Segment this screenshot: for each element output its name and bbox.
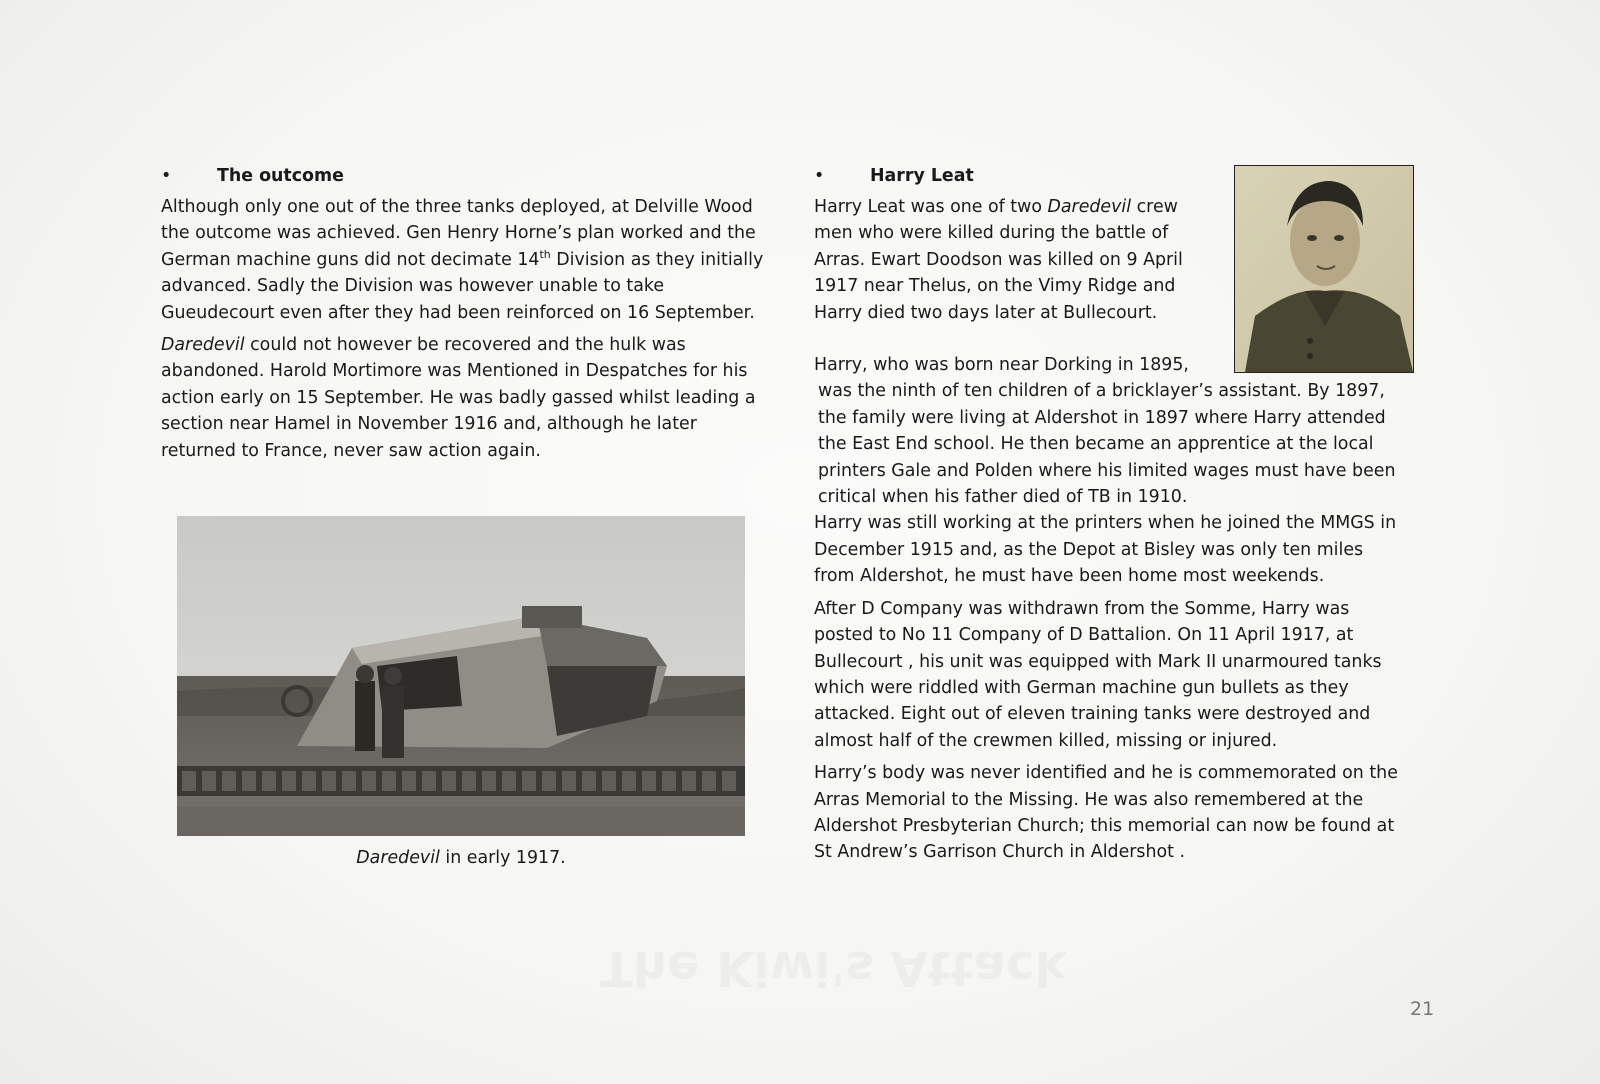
superscript: th xyxy=(539,248,551,262)
harry-paragraph-3: was the ninth of ten children of a bricklayer’s assistant. By 1897, the family were living at Aldershot in 1897 where Harry attended the East End school. He then became an apprentice at the local printers Gale and Polden where his limited wages must have been critical when his father died of TB in 1910. xyxy=(818,381,1396,508)
paragraph-text: could not however be recovered and the hulk was abandoned. Harold Mortimore was Mentioned in Despatches for his action early on 15 September. He was badly gassed whilst leading a section near Hamel in November 1916 and, although he later returned to France, never saw action again. xyxy=(161,335,756,461)
caption-text: in early 1917. xyxy=(439,848,566,868)
outcome-paragraph-2 xyxy=(161,332,776,464)
left-column xyxy=(161,163,776,464)
bullet-icon: • xyxy=(814,166,825,186)
paragraph-text: crew men who were killed during the battle of Arras. Ewart Doodson was killed on 9 April 1917 near Thelus, on the Vimy Ridge and Harry died two days later at Bullecourt. xyxy=(814,197,1183,323)
heading-text: The outcome xyxy=(217,166,344,186)
heading-text: Harry Leat xyxy=(870,166,974,186)
harry-paragraph-4: Harry was still working at the printers when he joined the MMGS in December 1915 and, as the Depot at Bisley was only ten miles from Aldershot, he must have been home most weekends. xyxy=(814,513,1397,587)
section-heading-harry-leat xyxy=(814,163,1404,190)
harry-paragraph-5: After D Company was withdrawn from the Somme, Harry was posted to No 11 Company of D Battalion. On 11 April 1917, at Bullecourt , his unit was equipped with Mark II unarmoured tanks which were riddled with German machine gun bullets as they attacked. Eight out of eleven training tanks were destroyed and almost half of the crewmen killed, missing or injured. xyxy=(814,598,1382,751)
outcome-paragraph-1 xyxy=(161,194,776,326)
page-number: 21 xyxy=(1410,998,1435,1020)
right-column xyxy=(814,163,1404,866)
harry-paragraph-1 xyxy=(814,194,1216,326)
paragraph-text: Although only one out of the three tanks deployed, at Delville Wood the outcome was achieved. Gen Henry Horne’s plan worked and the German machine guns did not decimate 14 xyxy=(161,197,756,270)
caption-tank-name: Daredevil xyxy=(356,848,440,868)
tank-name: Daredevil xyxy=(161,335,245,356)
harry-paragraph-2: Harry, who was born near Dorking in 1895, xyxy=(814,355,1189,376)
tank-name: Daredevil xyxy=(1047,197,1132,217)
bleed-through-text xyxy=(600,940,1066,996)
tank-photo-caption xyxy=(177,848,745,868)
harry-paragraph-6: Harry’s body was never identified and he is commemorated on the Arras Memorial to the Missing. He was also remembered at the Aldershot Presbyterian Church; this memorial can now be found at St Andrew’s Garrison Church in Aldershot . xyxy=(814,763,1398,863)
paragraph-text: Division as they initially advanced. Sadly the Division was however unable to take Gueudecourt even after they had been reinforced on 16 September. xyxy=(161,249,764,323)
daredevil-tank-photo xyxy=(177,516,745,836)
bullet-icon: • xyxy=(161,166,172,186)
paragraph-text: Harry Leat was one of two xyxy=(814,197,1048,217)
section-heading-outcome xyxy=(161,163,776,190)
